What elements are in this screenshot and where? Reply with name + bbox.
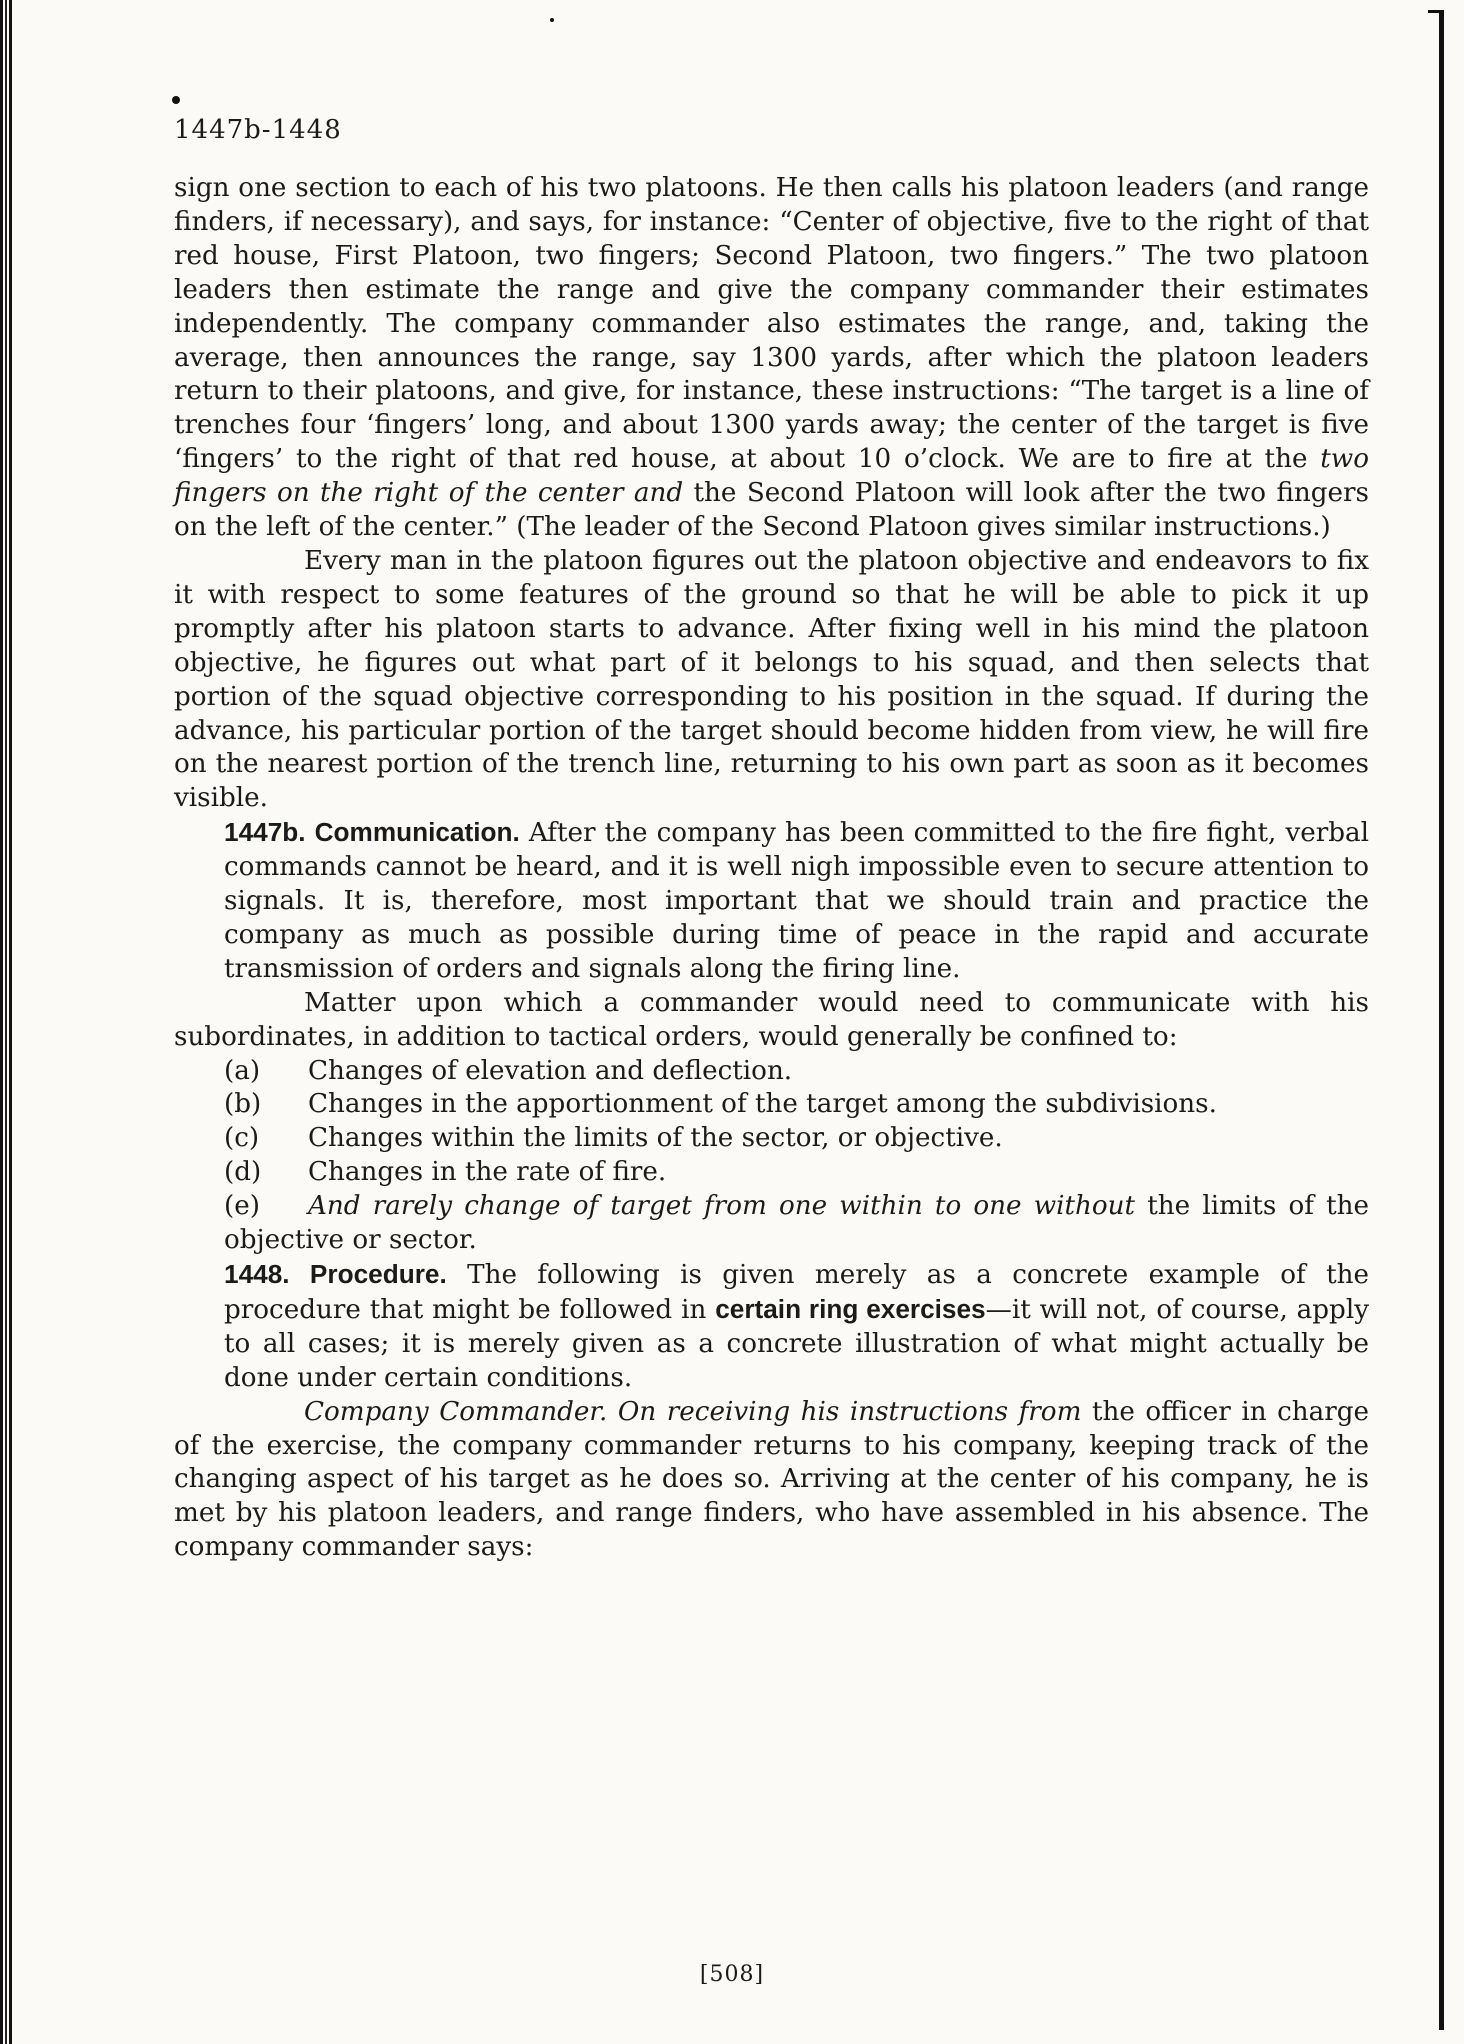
list-item: (d) Changes in the rate of fire. — [224, 1157, 667, 1188]
list-item: (a) Changes of elevation and deflection. — [224, 1055, 793, 1086]
running-head: 1447b-1448 — [174, 115, 342, 145]
list — [174, 1055, 1369, 1258]
list-item: (c) Changes within the limits of the sector, or objective. — [224, 1123, 1003, 1154]
section-title: Communication. — [314, 817, 520, 848]
ink-speck — [172, 96, 180, 104]
page-number: [508] — [699, 1962, 765, 1987]
scan-binding-edge — [0, 0, 16, 2044]
section-number: 1447b. — [224, 817, 306, 848]
list-item: (b) Changes in the apportionment of the target among the subdivisions. — [224, 1089, 1217, 1120]
body-text — [174, 172, 1369, 1565]
paragraph: Matter upon which a commander would need to communicate with his subordinates, in addition to tactical orders, would generally be confined to: — [174, 987, 1369, 1052]
section-title: Procedure. — [309, 1259, 447, 1289]
section-1448: 1448. Procedure. The following is given merely as a concrete example of the procedure that might be followed in certain ring exercises—it will not, of course, apply to all cases; it is merely given as a concrete illustration of what might actually be done under certain conditions. — [224, 1259, 1369, 1393]
scan-right-edge — [1439, 10, 1444, 2030]
section-1447b: 1447b. Communication. After the company has been committed to the fire fight, verbal commands cannot be heard, and it is well nigh impossible even to secure attention to signals. It is, therefore, most important that we should train and practice the company as much as possible during time of peace in the rapid and accurate transmission of orders and signals along the firing line. — [224, 817, 1370, 984]
ink-speck — [550, 18, 554, 22]
paragraph: Every man in the platoon figures out the platoon objective and endeavors to fix it with respect to some features of the ground so that he will be able to pick it up promptly after his platoon starts to advance. After fixing well in his mind the platoon objective, he figures out what part of it belongs to his squad, and then selects that portion of the squad objective corresponding to his position in the squad. If during the advance, his particular portion of the target should become hidden from view, he will fire on the nearest portion of the trench line, returning to his own part as soon as it becomes visible. — [174, 545, 1369, 814]
paragraph-continued: sign one section to each of his two platoons. He then calls his platoon leaders (and range finders, if necessary), and says, for instance: “Center of objective, five to the right of that red house, First Platoon, two fingers; Second Platoon, two fingers.” The two platoon leaders then estimate the range and give the company commander their estimates independently. The company commander also estimates the range, and, taking the average, then announces the range, say 1300 yards, after which the platoon leaders return to their platoons, and give, for instance, these instructions: “The target is a line of trenches four ‘fingers’ long, and about 1300 yards away; the center of the target is five ‘fingers’ to the right of that red house, at about 10 o’clock. We are to fire at the two fingers on the right of the center and the Second Platoon will look after the two fingers on the left of the center.” (The leader of the Second Platoon gives similar instructions.) — [174, 173, 1369, 543]
section-number: 1448. — [224, 1259, 290, 1289]
list-item: (e) And rarely change of target from one within to one without the limits of the objective or sector. — [224, 1191, 1369, 1256]
paragraph: Company Commander. On receiving his instructions from the officer in charge of the exercise, the company commander returns to his company, keeping track of the changing aspect of his target as he does so. Arriving at the center of his company, he is met by his platoon leaders, and range finders, who have assembled in his absence. The company commander says: — [174, 1396, 1370, 1563]
